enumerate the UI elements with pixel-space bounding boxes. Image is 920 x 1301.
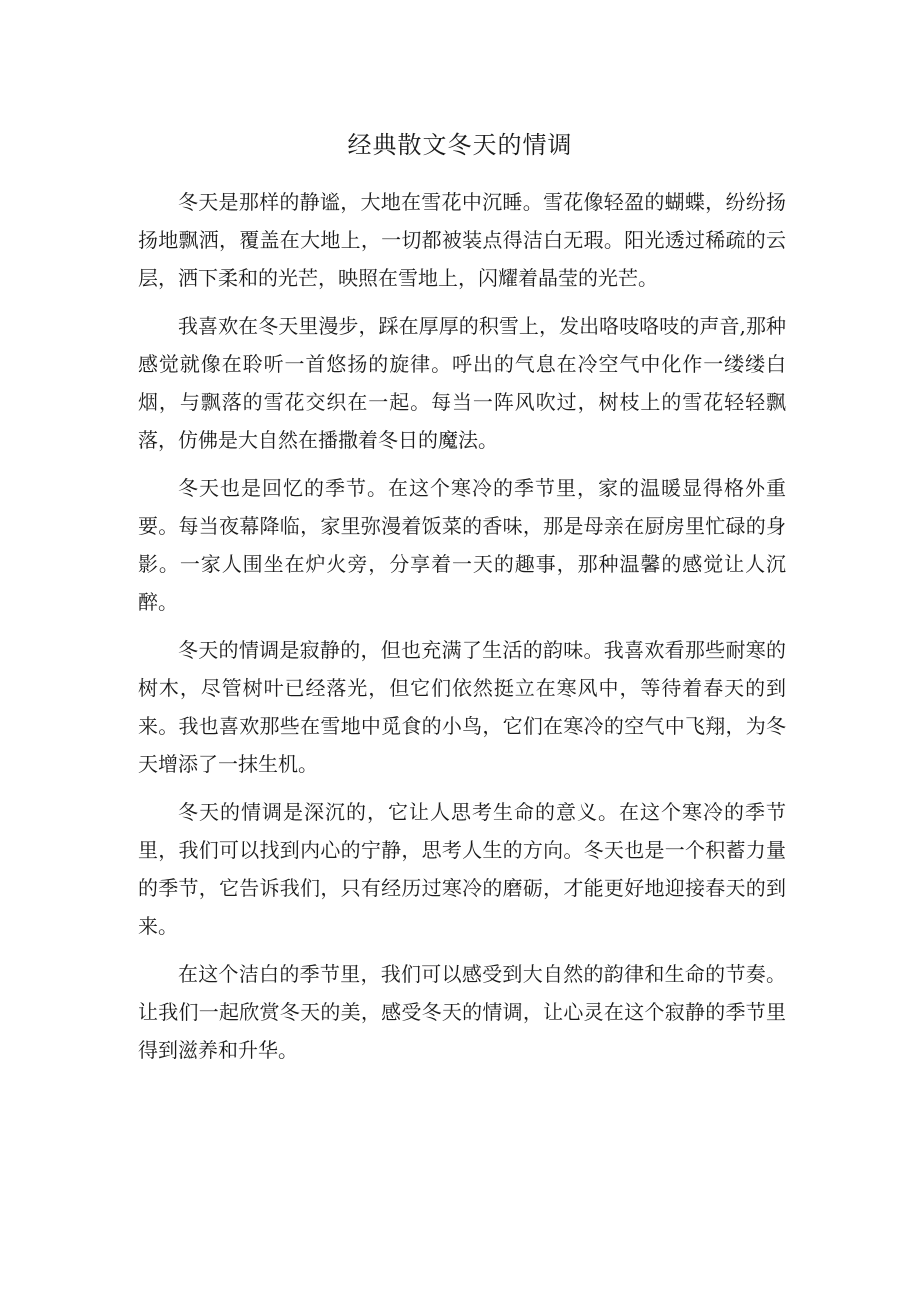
paragraph: 我喜欢在冬天里漫步，踩在厚厚的积雪上，发出咯吱咯吱的声音,那种感觉就像在聆听一首悠扬的旋律。呼出的气息在冷空气中化作一缕缕白烟，与飘落的雪花交织在一起。每当一阵风吹过，树枝上的雪花轻轻飘落，仿佛是大自然在播撒着冬日的魔法。 [138, 314, 786, 452]
paragraph: 冬天的情调是寂静的，但也充满了生活的韵味。我喜欢看那些耐寒的树木，尽管树叶已经落光，但它们依然挺立在寒风中，等待着春天的到来。我也喜欢那些在雪地中觅食的小鸟，它们在寒冷的空气中飞翔，为冬天增添了一抹生机。 [138, 638, 786, 776]
paragraph: 冬天是那样的静谧，大地在雪花中沉睡。雪花像轻盈的蝴蝶，纷纷扬扬地飘洒，覆盖在大地上，一切都被装点得洁白无瑕。阳光透过稀疏的云层，洒下柔和的光芒，映照在雪地上，闪耀着晶莹的光芒。 [138, 190, 786, 290]
document-body [138, 183, 786, 1079]
paragraph: 在这个洁白的季节里，我们可以感受到大自然的韵律和生命的节奏。让我们一起欣赏冬天的美，感受冬天的情调，让心灵在这个寂静的季节里得到滋养和升华。 [138, 962, 786, 1062]
document-title: 经典散文冬天的情调 [347, 131, 573, 159]
paragraph: 冬天也是回忆的季节。在这个寒冷的季节里，家的温暖显得格外重要。每当夜幕降临，家里弥漫着饭菜的香味，那是母亲在厨房里忙碌的身影。一家人围坐在炉火旁，分享着一天的趣事，那种温馨的感觉让人沉醉。 [138, 476, 786, 614]
paragraph: 冬天的情调是深沉的，它让人思考生命的意义。在这个寒冷的季节里，我们可以找到内心的宁静，思考人生的方向。冬天也是一个积蓄力量的季节，它告诉我们，只有经历过寒冷的磨砺，才能更好地迎接春天的到来。 [138, 800, 786, 938]
